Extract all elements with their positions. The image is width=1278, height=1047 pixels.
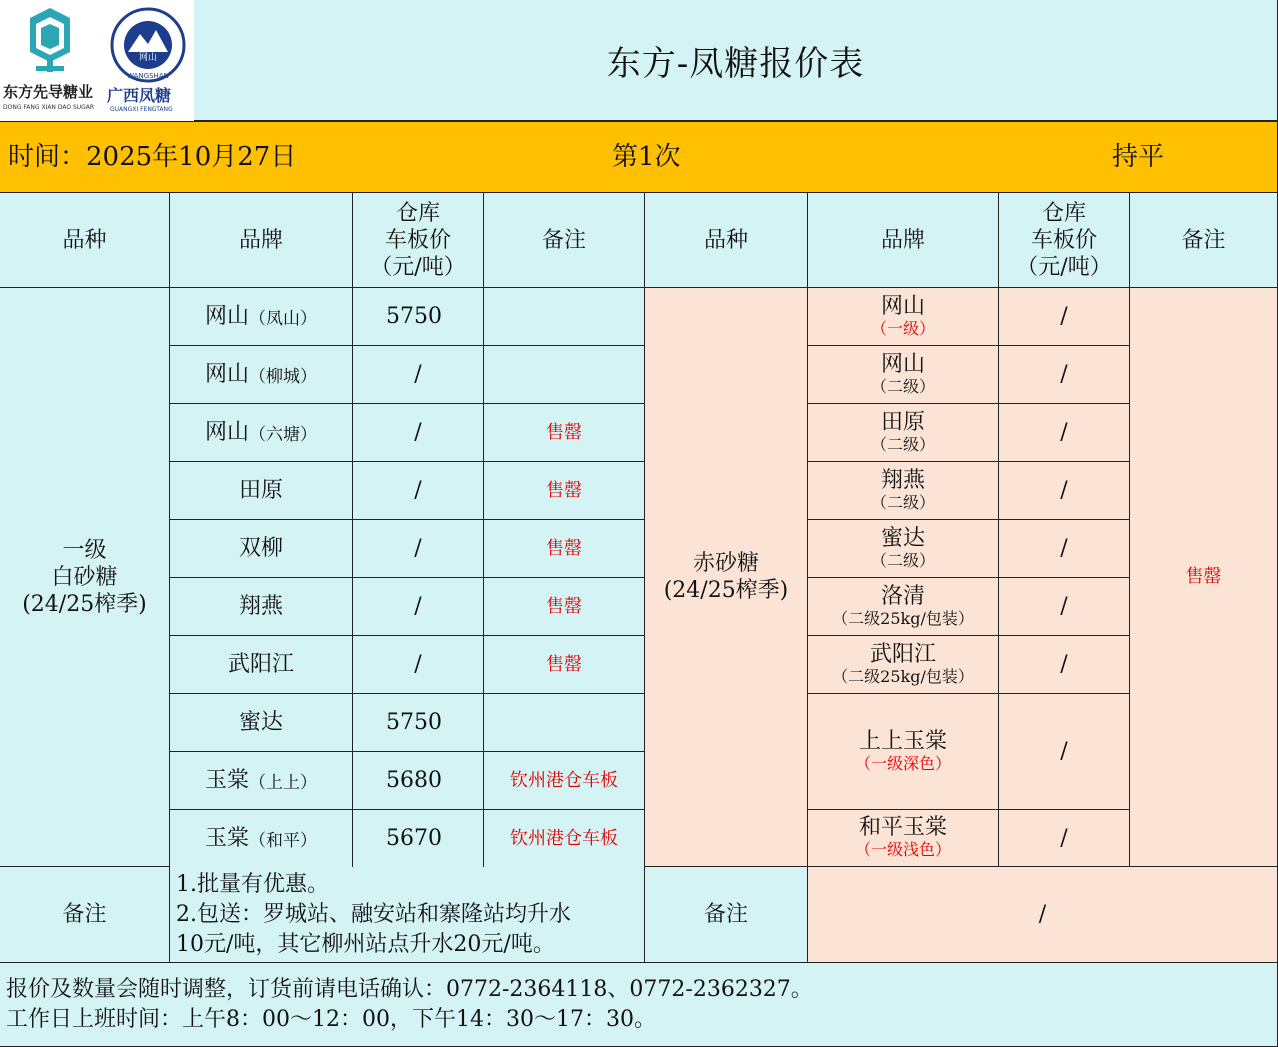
svg-text:DONG FANG XIAN DAO SUGAR: DONG FANG XIAN DAO SUGAR <box>3 104 95 111</box>
left-brand-name: 网山 <box>204 420 249 445</box>
left-note-cell <box>484 462 645 520</box>
left-brand-name: 玉棠 <box>204 768 249 793</box>
left-note-cell <box>484 694 645 752</box>
left-note-text: 钦州港仓车板 <box>510 827 618 849</box>
right-price-value: / <box>1060 536 1068 561</box>
header-brand-right: 品牌 <box>808 193 999 288</box>
left-brand-origin: （和平） <box>249 831 317 851</box>
left-price-cell <box>353 404 484 462</box>
right-price-cell <box>999 810 1130 867</box>
right-price-value: / <box>1060 362 1068 387</box>
left-note-text: 售罄 <box>546 537 582 559</box>
right-brand-grade: （一级） <box>870 318 935 338</box>
left-price-cell <box>353 288 484 346</box>
right-price-cell <box>999 462 1130 520</box>
left-brand-cell <box>170 694 353 752</box>
right-brand-grade: （二级25kg/包装） <box>832 666 974 686</box>
left-brand-cell <box>170 520 353 578</box>
left-brand-origin: （柳城） <box>249 367 317 387</box>
right-price-cell <box>999 636 1130 694</box>
left-note-cell <box>484 810 645 868</box>
trend-label: 持平 <box>1112 141 1165 172</box>
title-cell <box>194 0 1278 121</box>
left-price-value: / <box>414 478 422 503</box>
left-price-cell <box>353 752 484 810</box>
footer-contact: 报价及数量会随时调整，订货前请电话确认：0772-2364118、0772-2362327。 <box>6 976 813 1002</box>
left-note-text: 钦州港仓车板 <box>510 769 618 791</box>
header-brand-left: 品牌 <box>170 193 353 288</box>
left-brand-name: 网山 <box>204 304 249 329</box>
right-price-value: / <box>1060 478 1068 503</box>
right-price-value: / <box>1060 652 1068 677</box>
left-brand-name: 田原 <box>238 478 283 503</box>
remarks-right-content: / <box>808 867 1278 963</box>
right-price-value: / <box>1060 739 1068 764</box>
right-brand-name: 翔燕 <box>880 467 925 493</box>
left-brand-cell <box>170 462 353 520</box>
right-brand-cell <box>808 404 999 462</box>
left-brand-origin: （凤山） <box>249 309 317 329</box>
right-brand-cell <box>808 810 999 867</box>
right-price-cell <box>999 520 1130 578</box>
left-brand-origin: （六塘） <box>249 425 317 445</box>
right-brand-grade: （二级） <box>870 376 935 396</box>
right-brand-cell <box>808 520 999 578</box>
right-brand-name: 网山 <box>880 293 925 319</box>
left-brand-name: 玉棠 <box>204 826 249 851</box>
left-note-text: 售罄 <box>546 421 582 443</box>
footer <box>0 963 1278 1047</box>
svg-text:广西凤糖: 广西凤糖 <box>107 86 172 105</box>
right-brand-name: 和平玉棠 <box>858 815 947 840</box>
left-note-cell <box>484 578 645 636</box>
company-logos <box>0 0 194 120</box>
left-price-value: / <box>414 594 422 619</box>
right-brand-grade: （一级浅色） <box>854 840 951 859</box>
right-brand-cell <box>808 288 999 346</box>
left-brand-cell <box>170 752 353 810</box>
left-brand-cell <box>170 810 353 868</box>
remarks-right-label: 备注 <box>645 867 808 963</box>
left-brand-cell <box>170 578 353 636</box>
left-note-cell <box>484 346 645 404</box>
left-note-cell <box>484 636 645 694</box>
left-price-cell <box>353 520 484 578</box>
left-price-value: / <box>414 652 422 677</box>
left-note-cell <box>484 520 645 578</box>
left-variety-cell: 一级 白砂糖 (24/25榨季) <box>0 288 170 867</box>
svg-text:东方先导糖业: 东方先导糖业 <box>3 83 94 101</box>
left-price-value: / <box>414 420 422 445</box>
right-brand-name: 武阳江 <box>869 641 936 667</box>
right-brand-name: 蜜达 <box>880 525 925 551</box>
right-price-cell <box>999 404 1130 462</box>
left-brand-name: 蜜达 <box>238 710 283 735</box>
left-price-value: 5670 <box>386 826 442 851</box>
left-brand-cell <box>170 346 353 404</box>
right-brand-name: 上上玉棠 <box>858 728 947 754</box>
logo-area <box>0 0 194 120</box>
left-brand-name: 武阳江 <box>227 652 294 677</box>
right-price-value: / <box>1060 594 1068 619</box>
left-price-cell <box>353 578 484 636</box>
left-brand-name: 双柳 <box>238 536 283 561</box>
date-label: 时间：2025年10月27日 <box>8 141 297 172</box>
left-brand-cell <box>170 636 353 694</box>
header-remark-left: 备注 <box>484 193 645 288</box>
footer-hours: 工作日上班时间：上午8：00～12：00，下午14：30～17：30。 <box>6 1006 656 1032</box>
round-label: 第1次 <box>612 141 681 172</box>
left-brand-name: 翔燕 <box>238 594 283 619</box>
left-price-value: 5750 <box>386 710 442 735</box>
svg-text:GUANGXI FENGTANG: GUANGXI FENGTANG <box>110 106 173 113</box>
right-price-value: / <box>1060 420 1068 445</box>
remarks-left-content: 1.批量有优惠。 2.包送：罗城站、融安站和寨隆站均升水 10元/吨，其它柳州站点升水20元/吨。 <box>170 867 645 963</box>
left-price-value: 5680 <box>386 768 442 793</box>
right-brand-cell <box>808 462 999 520</box>
left-price-cell <box>353 810 484 868</box>
remarks-left-label: 备注 <box>0 867 170 963</box>
right-price-cell <box>999 346 1130 404</box>
dongfang-logo-icon <box>30 8 70 72</box>
header-price-right: 仓库 车板价 （元/吨） <box>999 193 1130 288</box>
right-brand-name: 田原 <box>880 409 925 435</box>
header-price-left: 仓库 车板价 （元/吨） <box>353 193 484 288</box>
left-price-cell <box>353 694 484 752</box>
right-price-value: / <box>1060 825 1068 851</box>
header-remark-right: 备注 <box>1130 193 1278 288</box>
right-price-cell <box>999 578 1130 636</box>
left-brand-name: 网山 <box>204 362 249 387</box>
header-variety-right: 品种 <box>645 193 808 288</box>
left-note-cell <box>484 288 645 346</box>
svg-text:WANGSHAN: WANGSHAN <box>127 72 169 80</box>
right-brand-name: 网山 <box>880 351 925 377</box>
svg-text:网山: 网山 <box>138 53 158 63</box>
left-price-value: / <box>414 362 422 387</box>
left-brand-cell <box>170 288 353 346</box>
left-price-cell <box>353 346 484 404</box>
right-brand-cell <box>808 636 999 694</box>
right-price-cell <box>999 694 1130 810</box>
right-brand-cell <box>808 346 999 404</box>
page-title: 东方-凤糖报价表 <box>606 43 865 84</box>
right-remark-cell: 售罄 <box>1130 288 1278 867</box>
right-price-value: / <box>1060 304 1068 329</box>
right-brand-cell <box>808 578 999 636</box>
left-brand-origin: （上上） <box>249 773 317 793</box>
left-price-cell <box>353 462 484 520</box>
left-note-text: 售罄 <box>546 479 582 501</box>
right-brand-name: 洛清 <box>880 583 925 609</box>
left-price-value: 5750 <box>386 304 442 329</box>
right-variety-cell: 赤砂糖 (24/25榨季) <box>645 288 808 867</box>
wangshan-seal-icon <box>112 9 184 81</box>
right-brand-grade: （二级） <box>870 492 935 512</box>
right-brand-grade: （一级深色） <box>854 753 951 773</box>
right-brand-grade: （二级） <box>870 434 935 454</box>
left-note-cell <box>484 752 645 810</box>
left-note-cell <box>484 404 645 462</box>
right-brand-cell <box>808 694 999 810</box>
left-price-cell <box>353 636 484 694</box>
header-variety-left: 品种 <box>0 193 170 288</box>
left-price-value: / <box>414 536 422 561</box>
left-note-text: 售罄 <box>546 595 582 617</box>
left-note-text: 售罄 <box>546 653 582 675</box>
right-brand-grade: （二级） <box>870 550 935 570</box>
right-brand-grade: （二级25kg/包装） <box>832 608 974 628</box>
right-price-cell <box>999 288 1130 346</box>
left-brand-cell <box>170 404 353 462</box>
